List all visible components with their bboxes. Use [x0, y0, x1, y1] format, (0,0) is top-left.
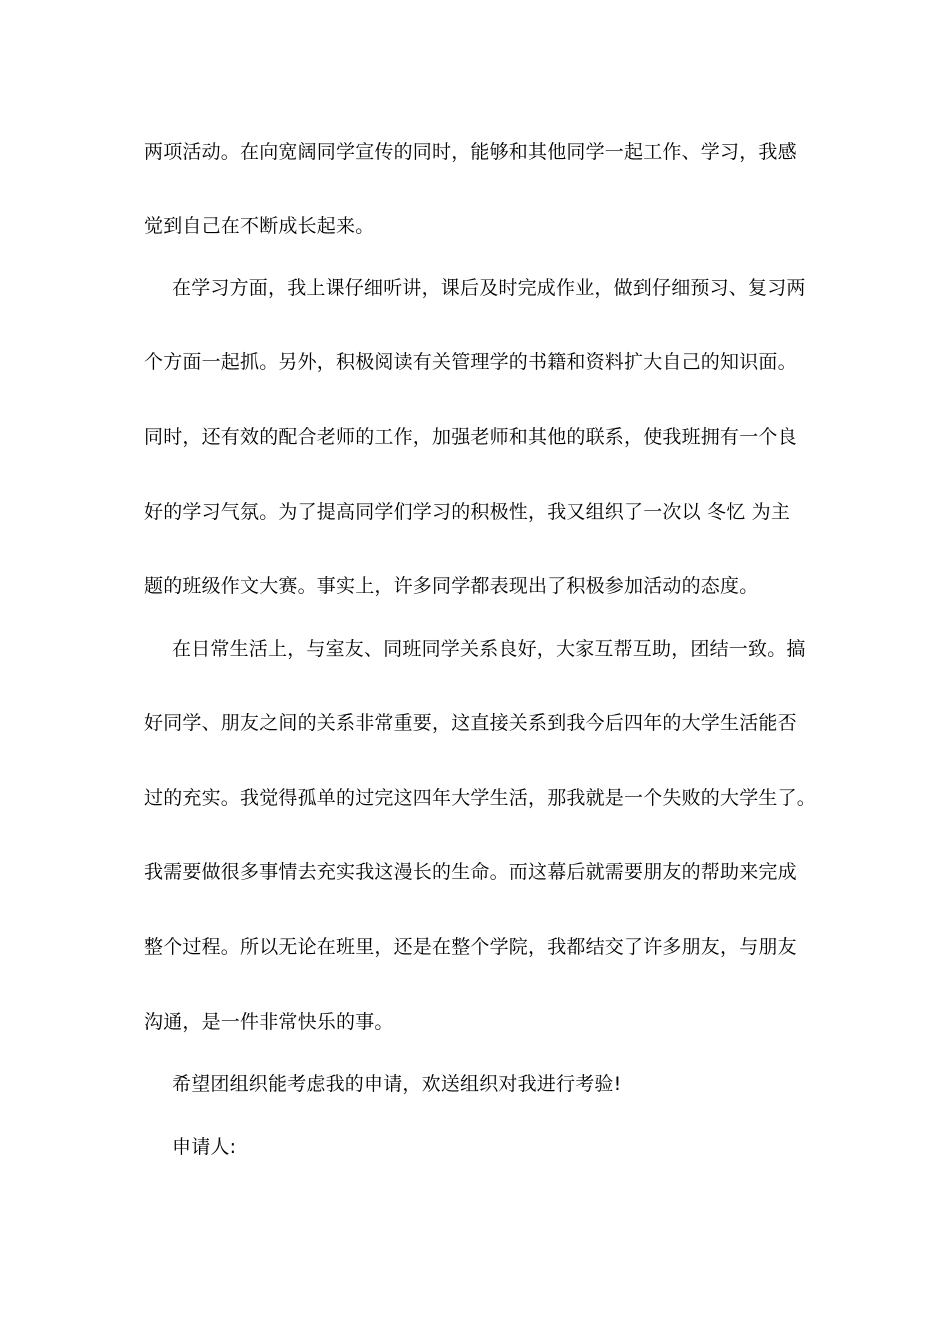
text-line: 我需要做很多事情去充实我这漫长的生命。而这幕后就需要朋友的帮助来完成 — [144, 861, 797, 883]
closing-request-line: 希望团组织能考虑我的申请，欢送组织对我进行考验! — [172, 1073, 622, 1095]
text-line: 题的班级作文大赛。事实上，许多同学都表现出了积极参加活动的态度。 — [144, 575, 759, 597]
text-line: 好的学习气氛。为了提高同学们学习的积极性，我又组织了一次以 冬忆 为主 — [144, 501, 791, 523]
paragraph-start-line: 在学习方面，我上课仔细听讲，课后及时完成作业，做到仔细预习、复习两 — [172, 277, 806, 299]
text-line: 整个过程。所以无论在班里，还是在整个学院，我都结交了许多朋友，与朋友 — [144, 936, 797, 958]
text-line: 个方面一起抓。另外，积极阅读有关管理学的书籍和资料扩大自己的知识面。 — [144, 351, 797, 373]
text-line: 觉到自己在不断成长起来。 — [144, 215, 375, 237]
paragraph-start-line: 在日常生活上，与室友、同班同学关系良好，大家互帮互助，团结一致。搞 — [172, 638, 806, 660]
text-line: 两项活动。在向宽阔同学宣传的同时，能够和其他同学一起工作、学习，我感 — [144, 141, 797, 163]
applicant-label: 申请人: — [172, 1136, 237, 1158]
text-line: 同时，还有效的配合老师的工作，加强老师和其他的联系，使我班拥有一个良 — [144, 426, 797, 448]
text-line: 好同学、朋友之间的关系非常重要，这直接关系到我今后四年的大学生活能否 — [144, 712, 797, 734]
text-line: 沟通，是一件非常快乐的事。 — [144, 1011, 394, 1033]
text-line: 过的充实。我觉得孤单的过完这四年大学生活，那我就是一个失败的大学生了。 — [144, 787, 817, 809]
